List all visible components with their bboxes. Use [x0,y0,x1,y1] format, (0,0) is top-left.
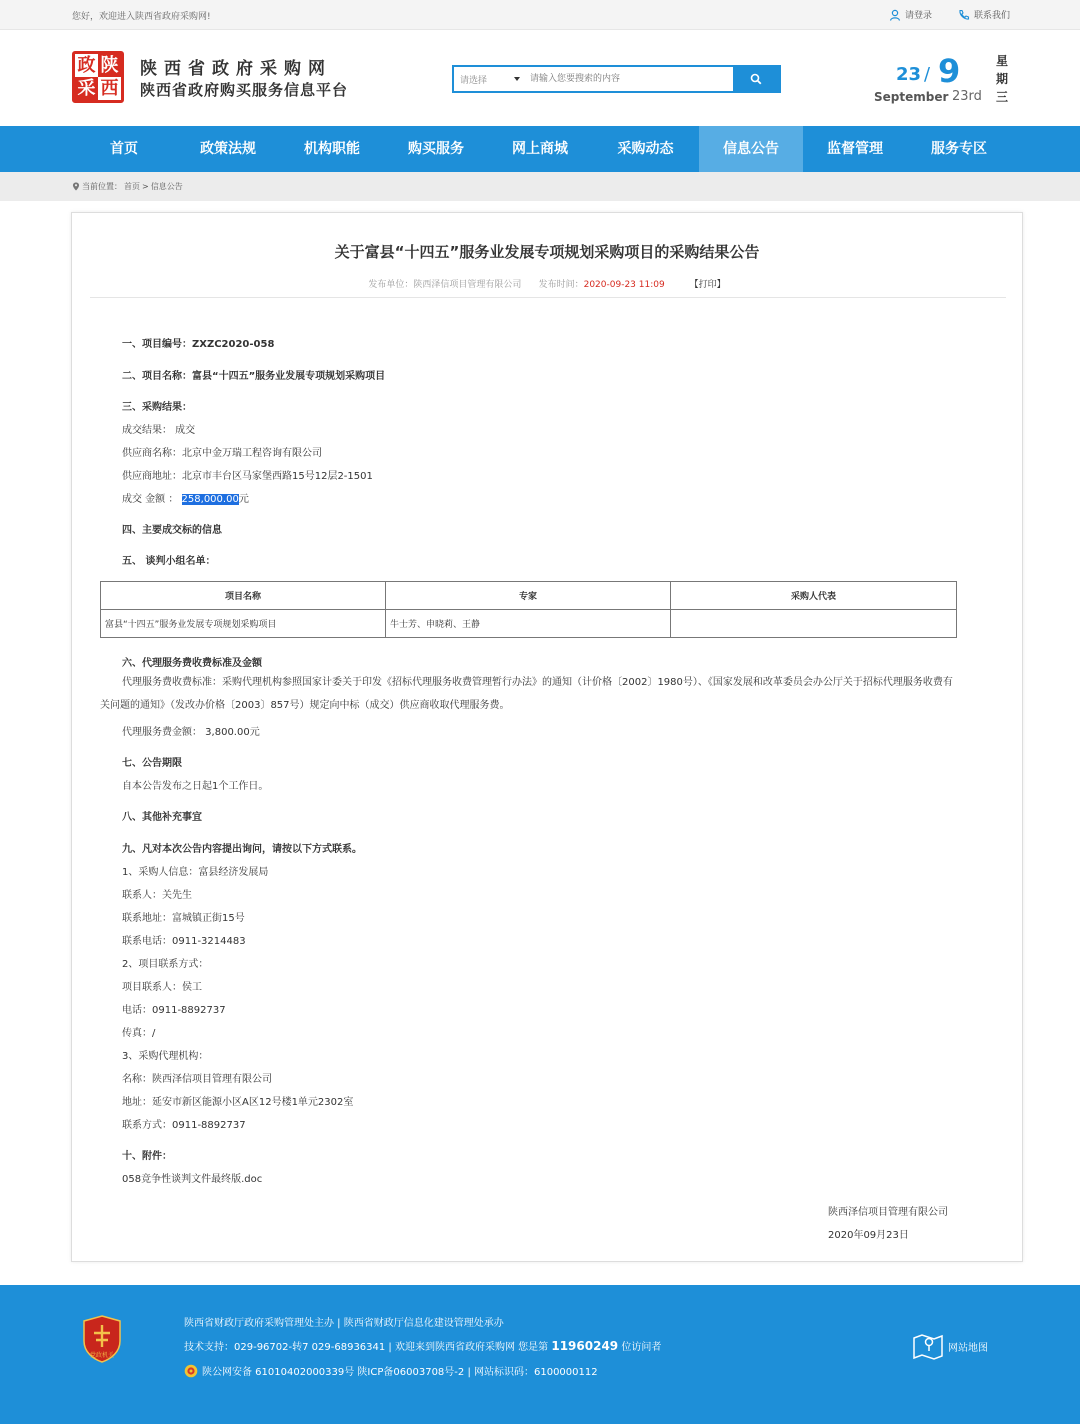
section-other-matters: 八、其他补充事宜 [122,812,202,823]
publisher-name: 陕西泽信项目管理有限公司 [413,280,522,290]
breadcrumb-home[interactable]: 首页 [124,182,140,191]
header [0,30,1080,126]
top-bar [0,0,1080,30]
logo-char: 采 [75,77,98,100]
breadcrumb [72,181,183,192]
table-header-row [101,582,957,610]
user-icon [889,9,901,21]
article-panel [71,212,1023,1262]
contact-link[interactable] [958,8,1010,21]
login-label: 请登录 [904,11,932,21]
contact-line: 传真：/ [122,1028,156,1039]
section-contact: 九、凡对本次公告内容提出询问，请按以下方式联系。 [122,844,362,855]
contact-line: 3、采购代理机构： [122,1051,209,1062]
article-title: 关于富县“十四五”服务业发展专项规划采购项目的采购结果公告 [334,243,760,261]
breadcrumb-current[interactable]: 信息公告 [150,182,183,191]
table-cell: 富县“十四五”服务业发展专项规划采购项目 [101,610,386,638]
map-pin-icon [912,1332,944,1360]
contact-line: 项目联系人：侯工 [122,982,202,993]
date-month-name: September [874,90,949,104]
contact-line: 联系地址：富城镇正街15号 [122,913,245,924]
date-slash: / [924,64,931,85]
contact-line: 1、采购人信息：富县经济发展局 [122,867,269,878]
location-pin-icon [72,182,80,191]
phone-icon [958,9,970,21]
badge-text: 党政机关 [89,1352,115,1359]
nav-item-news[interactable]: 采购动态 [617,141,674,157]
date-day: 23 [896,64,922,85]
weekday: 星期三 [996,54,1009,104]
footer-icp-text[interactable]: 陕公网安备 61010402000339号 陕ICP备06003708号-2 | 网站标识码：6100000112 [202,1367,598,1378]
site-name: 陕西省政府采购网 [140,59,332,79]
signature-date: 2020年09月23日 [828,1230,909,1241]
login-link[interactable] [889,8,932,21]
date-month: 9 [938,52,961,90]
contact-line: 电话：0911-8892737 [122,1005,226,1016]
search-icon [750,73,762,85]
breadcrumb-label: 当前位置： [82,182,122,191]
contact-line: 2、项目联系方式： [122,959,209,970]
contact-label: 联系我们 [973,11,1010,21]
nav-item-purchase-service[interactable]: 购买服务 [408,141,464,157]
nav-item-policy[interactable]: 政策法规 [200,141,256,157]
title-divider [90,297,1006,298]
contact-line: 联系电话：0911-3214483 [122,936,246,947]
footer-support [184,1338,661,1353]
party-government-badge-icon[interactable] [82,1315,122,1363]
table-header: 采购人代表 [671,582,957,610]
search-input[interactable] [526,67,733,91]
logo-char: 陕 [98,54,121,77]
deal-amount [122,490,249,505]
section-attachment: 十、附件： [122,1151,172,1162]
deal-amount-unit: 元 [238,494,249,505]
top-links [889,8,1010,21]
agency-fee-amount: 代理服务费金额： 3,800.00元 [122,727,260,738]
search-button[interactable] [733,67,779,91]
nav-item-announcements[interactable]: 信息公告 [699,126,803,172]
table-header: 项目名称 [101,582,386,610]
signature-org: 陕西泽信项目管理有限公司 [828,1207,948,1218]
site-subtitle: 陕西省政府购买服务信息平台 [140,81,349,99]
section-result-heading: 三、采购结果： [122,402,192,413]
print-link[interactable]: 【打印】 [689,280,726,290]
search-bar [452,65,781,93]
result-status: 成交结果： 成交 [122,425,196,436]
contact-line: 地址：延安市新区能源小区A区12号楼1单元2302室 [122,1097,354,1108]
footer-organizer: 陕西省财政厅政府采购管理处主办 | 陕西省财政厅信息化建设管理处承办 [184,1318,504,1329]
contact-line: 联系方式：0911-8892737 [122,1120,246,1131]
nav-item-home[interactable]: 首页 [110,141,138,157]
publish-time-label: 发布时间： [538,280,584,290]
nav-item-online-mall[interactable]: 网上商城 [512,141,568,157]
contact-line: 名称：陕西泽信项目管理有限公司 [122,1074,272,1085]
table-header: 专家 [386,582,671,610]
attachment-link[interactable]: 058竞争性谈判文件最终版.doc [122,1174,263,1185]
section-project-name: 二、项目名称：富县“十四五”服务业发展专项规划采购项目 [122,371,386,382]
breadcrumb-separator: > [142,182,149,191]
logo-char: 西 [100,77,119,99]
footer [0,1285,1080,1424]
section-project-number: 一、项目编号：ZXZC2020-058 [122,339,275,350]
date-ordinal: 23rd [952,89,982,104]
negotiation-panel-table [100,581,957,638]
caret-down-icon [514,77,520,81]
police-emblem-icon [184,1364,198,1378]
sitemap-label: 网站地图 [948,1342,988,1354]
article-meta [72,277,1022,290]
notice-period-text: 自本公告发布之日起1个工作日。 [122,781,269,792]
main-nav [0,126,1080,172]
date-widget [872,52,1012,112]
deal-amount-label: 成交 金额 ： [122,494,179,505]
site-logo[interactable] [72,51,124,103]
contact-line: 联系人：关先生 [122,890,192,901]
section-agency-fee: 六、代理服务费收费标准及金额 [122,658,262,669]
search-category-select[interactable] [454,67,526,91]
nav-item-supervision[interactable]: 监督管理 [827,141,883,157]
visitor-count: 11960249 [551,1339,619,1353]
nav-item-service-zone[interactable]: 服务专区 [931,141,987,157]
search-select-label: 请选择 [460,75,488,86]
section-main-items: 四、主要成交标的信息 [122,525,222,536]
footer-support-text: 技术支持：029-96702-转7 029-68936341 | 欢迎来到陕西省政府采购网 您是第 [184,1342,549,1353]
table-row [101,610,957,638]
table-cell: 牛士芳、申晓莉、王静 [386,610,671,638]
footer-icp [184,1363,598,1378]
visitor-suffix: 位访问者 [621,1342,662,1353]
deal-amount-value: 258,000.00 [181,494,239,505]
welcome-text: 您好，欢迎进入陕西省政府采购网! [72,12,211,22]
sitemap-link[interactable] [912,1332,988,1360]
publisher-label: 发布单位： [368,280,414,290]
table-cell [671,610,957,638]
nav-item-agency[interactable]: 机构职能 [304,141,360,157]
section-notice-period: 七、公告期限 [122,758,182,769]
breadcrumb-bar [0,172,1080,201]
supplier-name: 供应商名称：北京中金万瑞工程咨询有限公司 [122,448,322,459]
publish-time: 2020-09-23 11:09 [583,280,665,290]
supplier-address: 供应商地址：北京市丰台区马家堡西路15号12层2-1501 [122,471,373,482]
agency-fee-standard: 代理服务费收费标准：采购代理机构参照国家计委关于印发《招标代理服务收费管理暂行办法》的通知（计价格〔2002〕1980号）、《国家发展和改革委员会办公厅关于招标代理服务收费有关问题的通知》（发改办价格〔2003〕857号）规定向中标（成交）供应商收取代理服务费。 [100,677,953,711]
logo-char: 政 [77,54,96,76]
section-panel-list: 五、 谈判小组名单： [122,556,216,567]
